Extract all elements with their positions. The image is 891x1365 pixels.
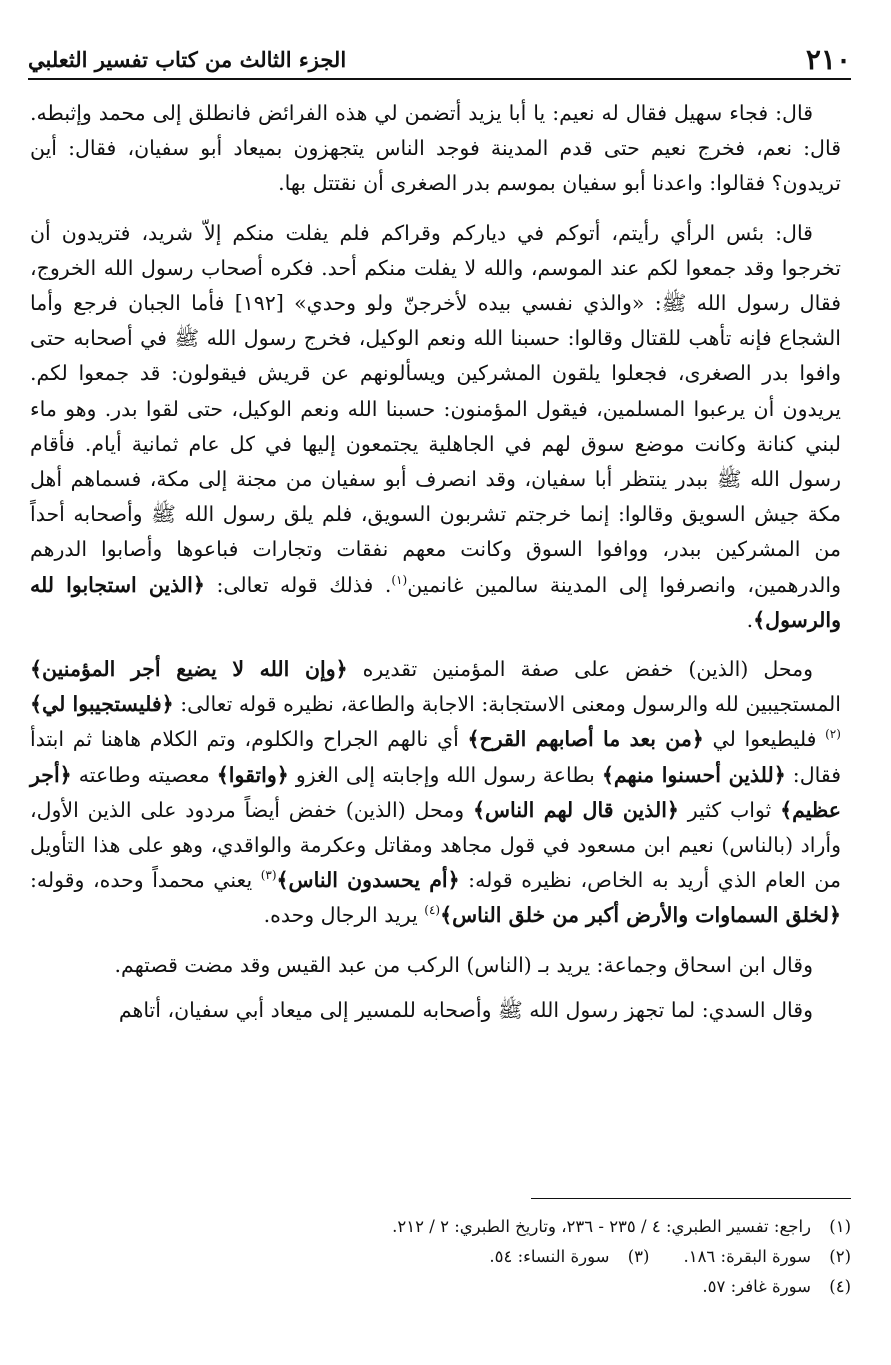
paragraph-2-end: . [746, 607, 754, 632]
footnotes [40, 1212, 851, 1302]
paragraph-2-text: قال: بئس الرأي رأيتم، أتوكم في دياركم وقراكم فلم يفلت منكم إلاّ شريد، فتريدون أن تخرجوا وقد جمعوا لكم عند الموسم، والله لا يفلت منكم أحد. فكره أصحاب رسول الله الخروج، فقال رسول الله ﷺ: «والذي نفسي بيده لأخرجنّ ولو وحدي» [١٩٢] فأما الجبان فرجع وأما الشجاع فإنه تأهب للقتال وقالوا: حسبنا الله ونعم الوكيل، فخرج رسول الله ﷺ في أصحابه حتى وافوا بدر الصغرى، فجعلوا يلقون المشركين ويسألونهم عن قريش فيقولون: قد جمعوا لكم. يريدون أن يرعبوا المسلمين، فيقول المؤمنون: حسبنا الله ونعم الوكيل، حتى لقوا بدر. وهو ماء لبني كنانة وكانت موضع سوق لهم في الجاهلية يجتمعون إليها في كل عام ثمانية أيام. فأقام رسول الله ﷺ ببدر ينتظر أبا سفيان، وقد انصرف أبو سفيان من مجنة إلى مكة، فسماهم أهل مكة جيش السويق وقالوا: إنما خرجتم تشربون السويق، فلم يلق رسول الله ﷺ وأصحابه أحداً من المشركين ببدر، ووافوا السوق وكانت معهم نفقات وتجارات فباعوها وأصابوا الدرهم والدرهمين، وانصرفوا إلى المدينة سالمين غانمين [30, 220, 841, 597]
footnote-text: راجع: تفسير الطبري: ٤ / ٢٣٥ - ٢٣٦، وتاريخ الطبري: ٢ / ٢١٢. [392, 1217, 811, 1236]
quran-verse: ﴿الذين استجابوا لله والرسول﴾ [30, 572, 841, 632]
footnote-1 [40, 1212, 851, 1242]
footnote-ref-3[interactable]: (٣) [260, 868, 277, 883]
paragraph-5-text: وقال السدي: لما تجهز رسول الله ﷺ وأصحابه للمسير إلى ميعاد أبي سفيان، أتاهم [118, 997, 813, 1022]
page-number: ٢١٠ [805, 43, 851, 76]
footnote-ref-1[interactable]: (١) [391, 572, 408, 587]
paragraph-2-tail: . فذلك قوله تعالى: [216, 572, 392, 597]
footnote-number: (٢) [829, 1247, 851, 1266]
main-text [30, 96, 841, 1042]
text-segment: ومحل (الذين) خفض أيضاً مردود على الذين الأول، وأراد (بالناس) نعيم ابن مسعود في قول مجاهد ومقاتل وعكرمة والواقدي، وهو على هذا التأويل من العام الذي أريد به الخاص، نظيره قوله: [30, 797, 841, 893]
paragraph-4-text: وقال ابن اسحاق وجماعة: يريد بـ (الناس) الركب من عبد القيس وقد مضت قصتهم. [114, 952, 813, 977]
footnote-3 [489, 1242, 649, 1272]
quran-verse: ﴿أم يحسدون الناس﴾ [276, 868, 460, 893]
paragraph-5 [30, 993, 841, 1028]
footnote-divider [531, 1198, 851, 1199]
paragraph-3 [30, 652, 841, 934]
running-title: الجزء الثالث من كتاب تفسير الثعلبي [28, 47, 347, 72]
text-segment: يعني محمداً وحده، وقوله: [30, 868, 253, 893]
footnote-number: (١) [829, 1217, 851, 1236]
text-segment: بطاعة رسول الله وإجابته إلى الغزو [295, 762, 595, 787]
footnote-number: (٤) [829, 1277, 851, 1296]
quran-verse: ﴿فليستجيبوا لي﴾ [30, 692, 174, 717]
text-segment: معصيته وطاعته [78, 762, 210, 787]
page-header [28, 38, 851, 80]
footnote-text: سورة البقرة: ١٨٦. [683, 1247, 811, 1266]
footnote-row [40, 1242, 851, 1272]
text-segment: ومحل (الذين) خفض على صفة المؤمنين تقديره [362, 657, 813, 682]
paragraph-4 [30, 948, 841, 983]
text-segment: ثواب كثير [687, 797, 772, 822]
footnote-text: سورة النساء: ٥٤. [489, 1247, 610, 1266]
text-segment: يريد الرجال وحده. [263, 903, 418, 928]
paragraph-1 [30, 96, 841, 202]
quran-verse: ﴿واتقوا﴾ [216, 762, 289, 787]
quran-verse: ﴿أجر عظيم﴾ [30, 762, 841, 822]
footnote-ref-4[interactable]: (٤) [424, 903, 441, 918]
quran-verse: ﴿لخلق السماوات والأرض أكبر من خلق الناس﴾ [440, 903, 841, 928]
text-segment: أي نالهم الجراح والكلوم، وتم الكلام هاهنا ثم ابتدأ فقال: [30, 727, 841, 787]
footnote-text: سورة غافر: ٥٧. [702, 1277, 811, 1296]
footnote-ref-2[interactable]: (٢) [825, 727, 841, 742]
text-segment: المستجيبين لله والرسول ومعنى الاستجابة: الاجابة والطاعة، نظيره قوله تعالى: [180, 692, 841, 717]
paragraph-2 [30, 216, 841, 638]
footnote-2 [683, 1242, 851, 1272]
quran-verse: ﴿من بعد ما أصابهم القرح﴾ [467, 727, 704, 752]
paragraph-1-text: قال: فجاء سهيل فقال له نعيم: يا أبا يزيد أتضمن لي هذه الفرائض فانطلق إلى محمد وإثبطه. قال: نعم، فخرج نعيم حتى قدم المدينة فوجد الناس يتجهزون بميعاد أبو سفيان، فقال: أين تريدون؟ فقالوا: واعدنا أبو سفيان بموسم بدر الصغرى أن نقتتل بها. [30, 101, 841, 196]
text-segment: فليطيعوا لي [712, 727, 817, 752]
footnote-4 [40, 1272, 851, 1302]
footnote-number: (٣) [627, 1247, 650, 1266]
quran-verse: ﴿وإن الله لا يضيع أجر المؤمنين﴾ [30, 657, 348, 682]
quran-verse: ﴿للذين أحسنوا منهم﴾ [601, 762, 786, 787]
quran-verse: ﴿الذين قال لهم الناس﴾ [472, 797, 679, 822]
